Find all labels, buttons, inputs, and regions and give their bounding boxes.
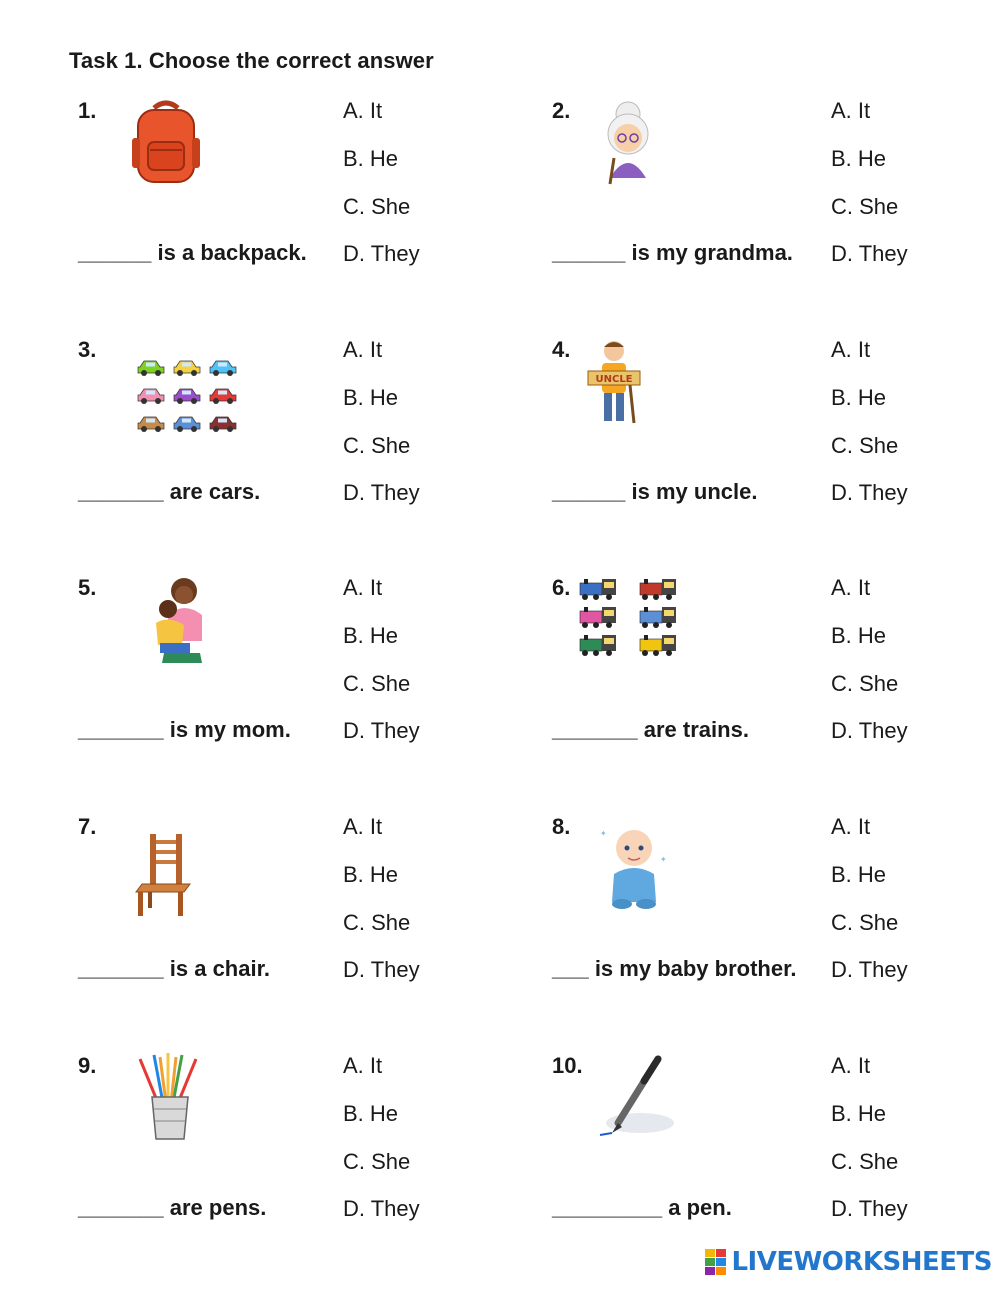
question-10 [552,1053,1000,1253]
liveworksheets-logo [705,1247,992,1277]
question-9-option-b[interactable]: B. He [343,1100,399,1126]
question-2-option-c[interactable]: C. She [831,193,899,219]
trains-icon [578,575,698,665]
question-8-option-b[interactable]: B. He [831,861,887,887]
question-4-option-b[interactable]: B. He [831,384,887,410]
question-5-option-c[interactable]: C. She [343,670,411,696]
question-10-option-b[interactable]: B. He [831,1100,887,1126]
question-number: 9. [78,1053,97,1078]
question-10-option-c[interactable]: C. She [831,1148,899,1174]
question-sentence: ______ is my uncle. [552,479,758,504]
cars-icon [134,349,254,439]
question-2-option-d[interactable]: D. They [831,241,908,267]
task-title: Task 1. Choose the correct answer [69,48,434,73]
question-sentence: ______ is my grandma. [552,240,793,265]
question-1-option-d[interactable]: D. They [343,241,420,267]
question-7-option-c[interactable]: C. She [343,909,411,935]
question-10-option-a[interactable]: A. It [831,1053,871,1078]
question-6-option-a[interactable]: A. It [831,575,871,600]
pen-icon [596,1053,676,1143]
question-2-option-a[interactable]: A. It [831,98,871,123]
question-9-option-a[interactable]: A. It [343,1053,383,1078]
question-4-option-d[interactable]: D. They [831,480,908,506]
question-number: 8. [552,814,571,839]
question-number: 6. [552,575,571,600]
question-1-option-b[interactable]: B. He [343,145,399,171]
chair-icon [126,830,206,920]
question-8-option-d[interactable]: D. They [831,957,908,983]
question-sentence: _______ is my mom. [78,717,291,742]
question-number: 1. [78,98,97,123]
question-5-option-a[interactable]: A. It [343,575,383,600]
question-3-option-a[interactable]: A. It [343,337,383,362]
question-9-option-d[interactable]: D. They [343,1196,420,1222]
question-number: 7. [78,814,97,839]
svg-text:✦: ✦ [600,829,607,838]
question-1-option-c[interactable]: C. She [343,193,411,219]
mom-icon [138,575,218,665]
question-9 [78,1053,548,1253]
question-1 [78,98,548,298]
question-sentence: _______ are trains. [552,717,749,742]
question-7 [78,814,548,1014]
baby-icon [594,822,674,912]
question-5-option-d[interactable]: D. They [343,718,420,744]
question-3-option-d[interactable]: D. They [343,480,420,506]
question-sentence: ______ is a backpack. [78,240,307,265]
question-4-option-a[interactable]: A. It [831,337,871,362]
question-6-option-d[interactable]: D. They [831,718,908,744]
question-3-option-b[interactable]: B. He [343,384,399,410]
question-sentence: _______ are cars. [78,479,261,504]
brand-text: LIVEWORKSHEETS [731,1247,992,1277]
question-sentence: _________ a pen. [552,1195,732,1220]
question-7-option-d[interactable]: D. They [343,957,420,983]
question-2-option-b[interactable]: B. He [831,145,887,171]
svg-text:UNCLE: UNCLE [595,374,633,385]
question-3-option-c[interactable]: C. She [343,432,411,458]
backpack-icon [126,98,206,188]
question-sentence: ___ is my baby brother. [552,956,797,981]
question-7-option-b[interactable]: B. He [343,861,399,887]
question-6-option-c[interactable]: C. She [831,670,899,696]
question-5 [78,575,548,775]
grandma-icon [588,98,668,188]
question-6 [552,575,1000,775]
question-1-option-a[interactable]: A. It [343,98,383,123]
question-sentence: _______ are pens. [78,1195,267,1220]
question-4-option-c[interactable]: C. She [831,432,899,458]
question-number: 10. [552,1053,583,1078]
question-7-option-a[interactable]: A. It [343,814,383,839]
pens-icon [130,1053,210,1143]
question-number: 2. [552,98,571,123]
question-2 [552,98,1000,298]
question-sentence: _______ is a chair. [78,956,271,981]
question-4 [552,337,1000,537]
svg-text:✦: ✦ [660,855,667,864]
question-8 [552,814,1000,1014]
question-9-option-c[interactable]: C. She [343,1148,411,1174]
uncle-icon [574,337,654,427]
question-8-option-c[interactable]: C. She [831,909,899,935]
question-number: 4. [552,337,571,362]
question-number: 3. [78,337,97,362]
question-number: 5. [78,575,97,600]
question-6-option-b[interactable]: B. He [831,622,887,648]
question-5-option-b[interactable]: B. He [343,622,399,648]
liveworksheets-mark-icon [705,1249,727,1275]
question-10-option-d[interactable]: D. They [831,1196,908,1222]
question-8-option-a[interactable]: A. It [831,814,871,839]
question-3 [78,337,548,537]
